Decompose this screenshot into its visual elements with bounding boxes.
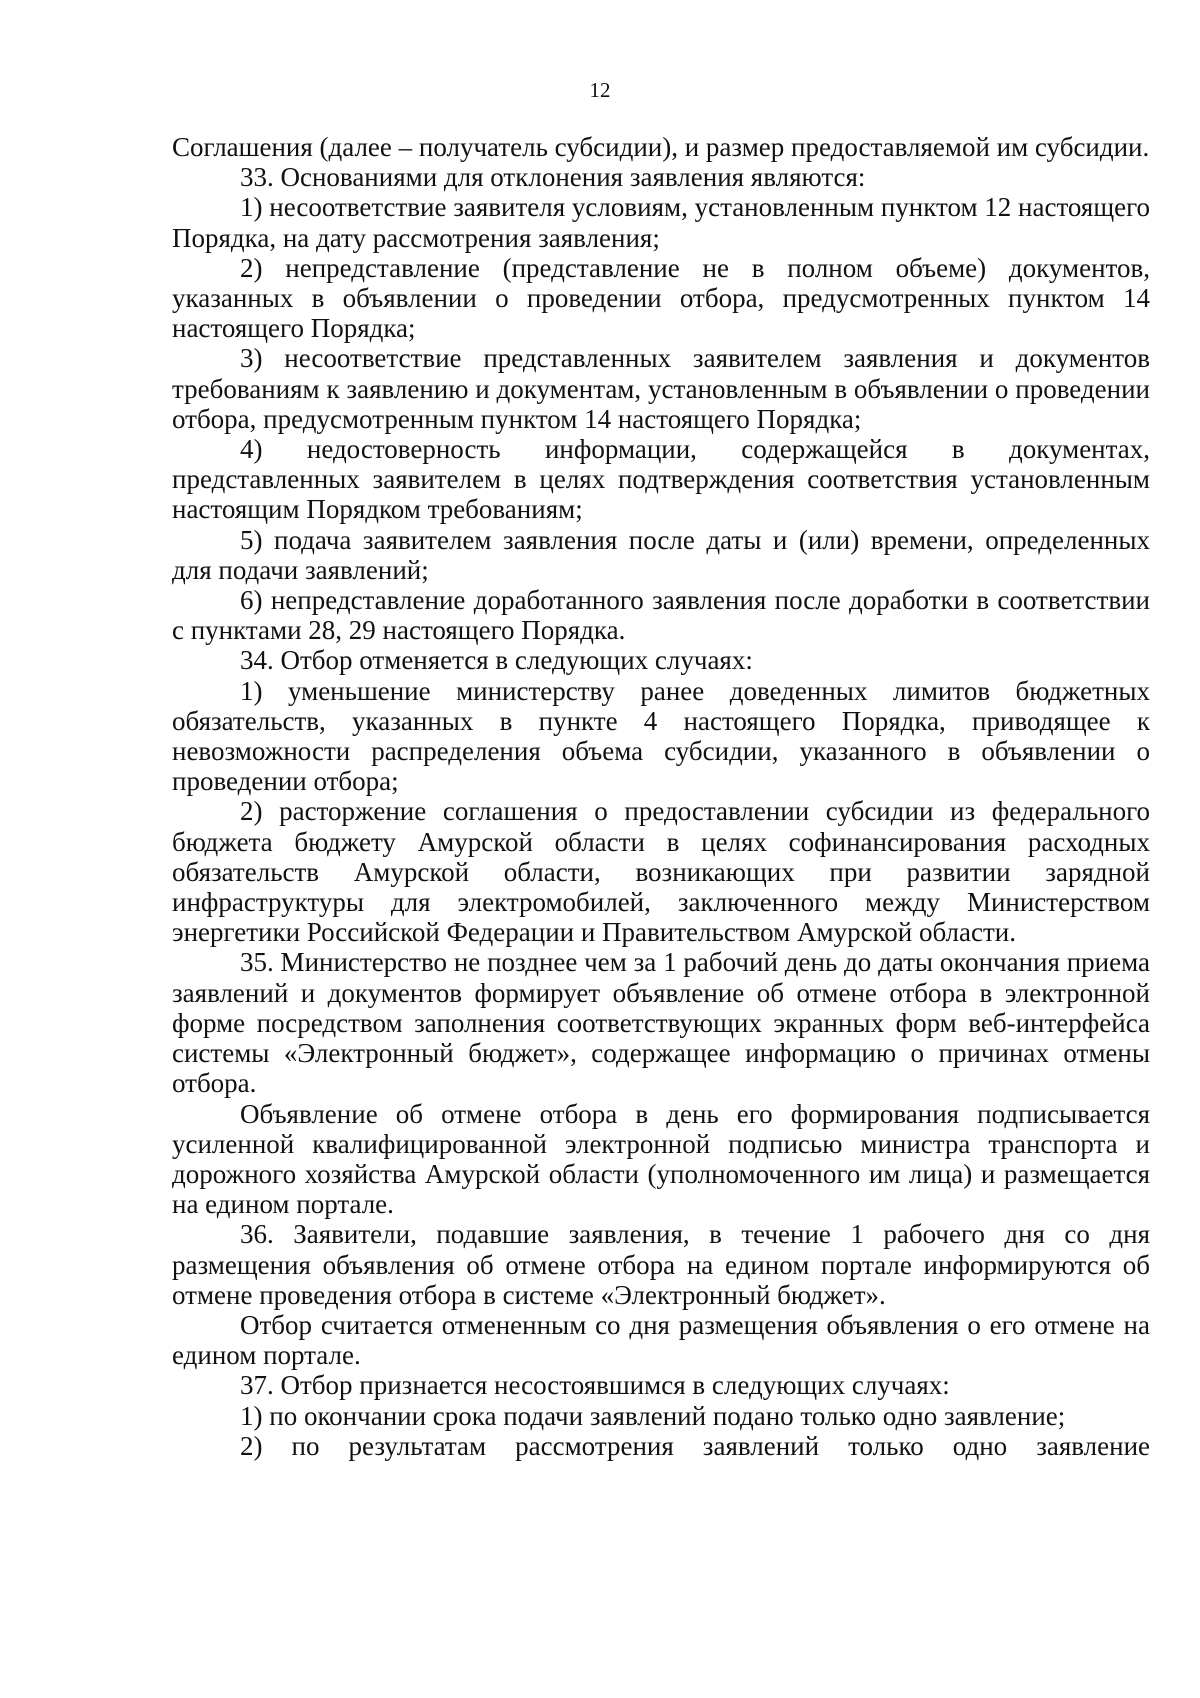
paragraph-item-33-5: 5) подача заявителем заявления после даты и (или) времени, определенных для подачи заявлений; [172, 524, 1150, 585]
page-number: 12 [589, 78, 611, 102]
paragraph-item-33-1: 1) несоответствие заявителя условиям, установленным пунктом 12 настоящего Порядка, на дату рассмотрения заявления; [172, 192, 1150, 253]
paragraph-item-33-6: 6) непредставление доработанного заявления после доработки в соответствии с пунктами 28, 29 настоящего Порядка. [172, 585, 1150, 646]
paragraph-item-37: 37. Отбор признается несостоявшимся в следующих случаях: [240, 1370, 950, 1401]
paragraph-item-34-2: 2) расторжение соглашения о предоставлении субсидии из федерального бюджета бюджету Амурской области в целях софинансирования расходных обязательств Амурской области, возникающих при развитии зарядной инфраструктуры для электромобилей, заключенного между Министерством энергетики Российской Федерации и Правительством Амурской области. [172, 796, 1150, 948]
paragraph-item-33-4: 4) недостоверность информации, содержащейся в документах, представленных заявителем в целях подтверждения соответствия установленным настоящим Порядком требованиям; [172, 434, 1150, 525]
paragraph-cancellation-announcement: Объявление об отмене отбора в день его формирования подписывается усиленной квалифицированной электронной подписью министра транспорта и дорожного хозяйства Амурской области (уполномоченного им лица) и размещается на едином портале. [172, 1098, 1150, 1220]
paragraph-cancellation-effective: Отбор считается отмененным со дня размещения объявления о его отмене на едином портале. [172, 1309, 1150, 1371]
paragraph-item-33-2: 2) непредставление (представление не в полном объеме) документов, указанных в объявлении о проведении отбора, предусмотренных пунктом 14 настоящего Порядка; [172, 252, 1150, 344]
paragraph-item-35: 35. Министерство не позднее чем за 1 рабочий день до даты окончания приема заявлений и документов формирует объявление об отмене отбора в электронной форме посредством заполнения соответствующих экранных форм веб-интерфейса системы «Электронный бюджет», содержащее информацию о причинах отмены отбора. [172, 947, 1150, 1099]
paragraph-item-37-1: 1) по окончании срока подачи заявлений подано только одно заявление; [240, 1400, 1066, 1431]
paragraph-item-33: 33. Основаниями для отклонения заявления являются: [240, 162, 866, 193]
paragraph-item-34-1: 1) уменьшение министерству ранее доведенных лимитов бюджетных обязательств, указанных в пункте 4 настоящего Порядка, приводящее к невозможности распределения объема субсидии, указанного в объявлении о проведении отбора; [172, 675, 1150, 797]
paragraph-item-36: 36. Заявители, подавшие заявления, в течение 1 рабочего дня со дня размещения объявления об отмене отбора на едином портале информируются об отмене проведения отбора в системе «Электронный бюджет». [172, 1219, 1150, 1310]
document-body [172, 132, 1150, 1461]
paragraph-item-37-2: 2) по результатам рассмотрения заявлений только одно заявление [240, 1430, 1150, 1461]
paragraph-item-34: 34. Отбор отменяется в следующих случаях: [240, 645, 753, 676]
paragraph-item-33-3: 3) несоответствие представленных заявителем заявления и документов требованиям к заявлению и документам, установленным в объявлении о проведении отбора, предусмотренным пунктом 14 настоящего Порядка; [172, 343, 1150, 434]
paragraph-continuation: Соглашения (далее – получатель субсидии), и размер предоставляемой им субсидии. [172, 132, 1150, 162]
